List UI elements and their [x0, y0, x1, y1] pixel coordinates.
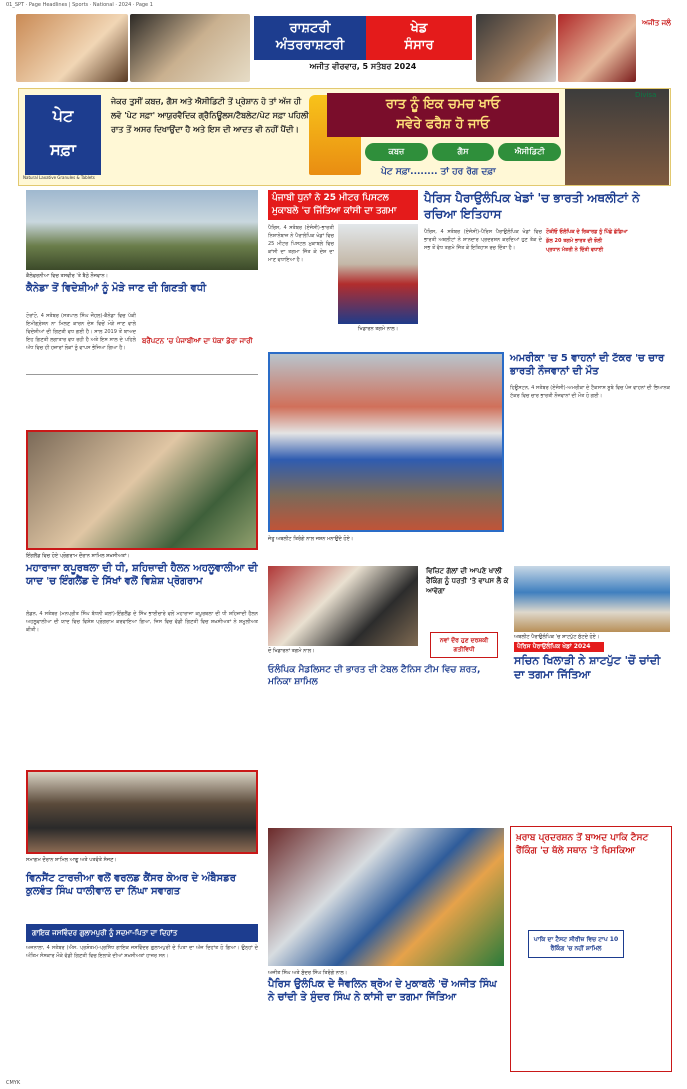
masthead-title-international: ਅੰਤਰਰਾਸ਼ਟਰੀ — [275, 38, 345, 53]
story-h-box: ਪਾਕਿ ਦਾ ਟੈਸਟ ਸੀਰੀਜ਼ ਵਿਚ ਟਾਪ 10 ਰੈਂਕਿੰਗ 'ਚ ਨਹੀਂ ਸ਼ਾਮਿਲ — [528, 930, 624, 958]
ad-logo — [25, 95, 101, 175]
story1-headline: ਕੈਨੇਡਾ ਤੋਂ ਵਿਦੇਸ਼ੀਆਂ ਨੂੰ ਮੋੜੇ ਜਾਣ ਦੀ ਗਿਣਤੀ ਵਧੀ — [26, 283, 207, 294]
story-e-body — [268, 692, 504, 822]
photo-table-tennis — [268, 566, 418, 646]
masthead-date: ਅਜੀਤ ਵੀਰਵਾਰ, 5 ਸਤੰਬਰ 2024 — [309, 62, 417, 71]
ad-slogan-line2: ਸਵੇਰੇ ਫਰੈਸ਼ ਹੋ ਜਾਓ — [396, 117, 490, 132]
story2-headline: ਮਹਾਰਾਜਾ ਕਪੂਰਥਲਾ ਦੀ ਧੀ, ਸ਼ਹਿਜ਼ਾਦੀ ਹੈਲਨ ਅਹਲੂਵਾਲੀਆ ਦੀ ਯਾਦ 'ਚ ਇੰਗਲੈਂਡ ਦੇ ਸਿੱਖਾਂ ਵਲੋਂ ਵਿਸ਼ੇਸ਼ ਪ੍ਰੋਗਰਾਮ — [26, 563, 258, 587]
masthead-photo-left — [16, 14, 128, 82]
story1-body: ਟੋਰਾਂਟੋ, 4 ਸਤੰਬਰ (ਸਤਪਾਲ ਸਿੰਘ ਜੌਹਲ)-ਕੈਨੇਡਾ ਵਿਚ ਪੱਕੀ ਇਮੀਗ੍ਰੇਸ਼ਨ ਨਾ ਮਿਲਣ ਕਾਰਨ ਦੇਸ਼ ਵਿਚੋਂ ਮੋੜੇ ਜਾਣ ਵਾਲੇ ਵਿਦੇਸ਼ੀਆਂ ਦੀ ਗਿਣਤੀ ਵਧ ਗਈ ਹੈ। ਸਾਲ 2019 ਤੋਂ ਬਾਅਦ ਇਹ ਗਿਣਤੀ ਲਗਾਤਾਰ ਵਧ ਰਹੀ ਹੈ ਅਤੇ ਇਸ ਸਾਲ ਦੇ ਪਹਿਲੇ ਅੱਧ ਵਿਚ ਹੀ ਹਜ਼ਾਰਾਂ ਲੋਕਾਂ ਨੂੰ ਵਾਪਸ ਭੇਜਿਆ ਗਿਆ ਹੈ। — [26, 313, 136, 351]
ad-body-text: ਜੇਕਰ ਤੁਸੀਂ ਕਬਜ਼, ਗੈਸ ਅਤੇ ਐਸੀਡਿਟੀ ਤੋਂ ਪ੍ਰੇਸ਼ਾਨ ਹੋ ਤਾਂ ਅੱਜ ਹੀ ਲਵੋ 'ਪੇਟ ਸਫ਼ਾ' ਆਯੁਰਵੈਦਿਕ ਗ੍ਰੈਨਿਊਲਸ/ਟੈਬਲੇਟ/ਪੇਟ ਸਫ਼ਾ ਪਹਿਲੀ ਰਾਤ ਤੋਂ ਅਸਰ ਦਿਖਾਉਂਦਾ ਹੈ ਅਤੇ ਇਸ ਦੀ ਆਦਤ ਵੀ ਨਹੀਂ ਪੈਂਦੀ। — [111, 97, 309, 134]
masthead-photo-right — [476, 14, 556, 82]
photo-javelin — [268, 828, 504, 966]
masthead-title-sports: ਖੇਡ — [410, 21, 428, 36]
photo-england-frame — [26, 430, 258, 550]
story-i-body — [268, 1008, 504, 1072]
ad-logo-subtitle: Natural Laxative Granules & Tablets — [23, 175, 95, 180]
masthead-title-world: ਸੰਸਾਰ — [404, 38, 434, 53]
story3-body: ਅਜਨਾਲਾ, 4 ਸਤੰਬਰ (ਐਸ. ਪ੍ਰਸ਼ੋਤਮ)-ਪ੍ਰਸਿੱਧ ਗਾਇਕ ਜਸਵਿੰਦਰ ਗੁਲਾਮਪੁਰੀ ਦੇ ਪਿਤਾ ਦਾ ਅੱਜ ਦਿਹਾਂਤ ਹੋ ਗਿਆ। ਉਨ੍ਹਾਂ ਦੇ ਅੰਤਿਮ ਸੰਸਕਾਰ ਮੌਕੇ ਵੱਡੀ ਗਿਣਤੀ ਵਿਚ ਇਲਾਕੇ ਦੀਆਂ ਸ਼ਖ਼ਸੀਅਤਾਂ ਹਾਜ਼ਰ ਸਨ। — [26, 945, 258, 959]
ad-brand: Divisa — [635, 91, 657, 99]
masthead-title-national: ਰਾਸ਼ਟਰੀ — [289, 21, 331, 36]
story3-subheadline: ਗਾਇਕ ਜਸਵਿੰਦਰ ਗੁਲਾਮਪੁਰੀ ਨੂੰ ਸਦਮਾ-ਪਿਤਾ ਦਾ ਦਿਹਾਂਤ — [26, 924, 258, 942]
story1-body-col2 — [142, 312, 258, 330]
page-meta-line: 01_SPT · Page Headlines | Sports · National · 2024 · Page 1 — [6, 2, 153, 8]
photo-cancer-care-caption: ਸਮਾਗਮ ਦੌਰਾਨ ਸ਼ਾਮਿਲ ਆਗੂ ਅਤੇ ਪਤਵੰਤੇ ਸੱਜਣ। — [26, 857, 117, 863]
ad-slogan-line1: ਰਾਤ ਨੂੰ ਇਕ ਚਮਚ ਖਾਓ — [385, 97, 501, 112]
ad-pill: ਗੈਸ — [432, 143, 495, 161]
photo-california — [26, 190, 258, 270]
story1-subheadline: ਬਰੈਂਪਟਨ 'ਚ ਪੰਜਾਬੀਆਂ ਦਾ ਪੱਕਾ ਡੇਰਾ ਜਾਰੀ — [142, 337, 253, 345]
story-b-bullet: ਟੋਕੀਓ ਓਲੰਪਿਕ ਦੇ ਰਿਕਾਰਡ ਨੂੰ ਪਿੱਛੇ ਛੱਡਿਆ — [546, 229, 628, 235]
masthead-corner-text: ਅਜੀਤ ਜਲੰ — [642, 19, 671, 27]
ad-tagline: ਪੇਟ ਸਫ਼ਾ........ ਤਾਂ ਹਰ ਰੋਗ ਦਫ਼ਾ — [381, 167, 496, 177]
ad-pill: ਕਬਜ਼ — [365, 143, 428, 161]
story3-headline: ਵਿਨਸੈਂਟ ਟਾਰਜ਼ੀਆ ਵਲੋਂ ਵਰਲਡ ਕੈਂਸਰ ਕੇਅਰ ਦੇ ਅੰਬੈਸਡਰ ਕੁਲਵੰਤ ਸਿੰਘ ਧਾਲੀਵਾਲ ਦਾ ਨਿੱਘਾ ਸਵਾਗਤ — [26, 873, 236, 897]
story-h-headline: ਖ਼ਰਾਬ ਪ੍ਰਦਰਸ਼ਨ ਤੋਂ ਬਾਅਦ ਪਾਕਿ ਟੈਸਟ ਰੈਂਕਿੰਗ 'ਚ ਥੱਲੇ ਸਥਾਨ 'ਤੇ ਖਿਸਕਿਆ — [516, 833, 649, 856]
ad-pill: ਐਸੀਡਿਟੀ — [498, 143, 561, 161]
masthead-title — [254, 16, 472, 60]
story1-divider — [26, 374, 258, 375]
story-g-body — [514, 694, 670, 822]
story-d-body: ਹਿਊਸਟਨ, 4 ਸਤੰਬਰ (ਏਜੰਸੀ)-ਅਮਰੀਕਾ ਦੇ ਟੈਕਸਾਸ ਸੂਬੇ ਵਿਚ ਪੰਜ ਵਾਹਨਾਂ ਦੀ ਭਿਆਨਕ ਟੱਕਰ ਵਿਚ ਚਾਰ ਭਾਰਤੀ ਨੌਜਵਾਨਾਂ ਦੀ ਮੌਤ ਹੋ ਗਈ। — [510, 385, 670, 399]
story-a-body: ਪੈਰਿਸ, 4 ਸਤੰਬਰ (ਏਜੰਸੀ)-ਭਾਰਤੀ ਨਿਸ਼ਾਨੇਬਾਜ਼ ਨੇ ਪੈਰਾਲੰਪਿਕ ਖੇਡਾਂ ਵਿਚ 25 ਮੀਟਰ ਪਿਸਟਲ ਮੁਕਾਬਲੇ ਵਿਚ ਕਾਂਸੀ ਦਾ ਤਗਮਾ ਜਿੱਤ ਕੇ ਦੇਸ਼ ਦਾ ਮਾਣ ਵਧਾਇਆ ਹੈ। — [268, 225, 334, 263]
story-h-body — [516, 870, 666, 930]
masthead-photo-left-2 — [130, 14, 250, 82]
story-i-caption: ਅਜੀਤ ਸਿੰਘ ਅਤੇ ਸੁੰਦਰ ਸਿੰਘ ਤਿਰੰਗੇ ਨਾਲ। — [268, 970, 348, 976]
ad-logo-line2: ਸਫ਼ਾ — [50, 140, 76, 159]
masthead-photo-right-2 — [558, 14, 636, 82]
story-b-body: ਪੈਰਿਸ, 4 ਸਤੰਬਰ (ਏਜੰਸੀ)-ਪੈਰਿਸ ਪੈਰਾਉਲੰਪਿਕ ਖੇਡਾਂ ਵਿਚ ਭਾਰਤੀ ਅਥਲੀਟਾਂ ਨੇ ਸ਼ਾਨਦਾਰ ਪ੍ਰਦਰਸ਼ਨ ਕਰਦਿਆਂ ਹੁਣ ਤੱਕ ਦੇ ਸਭ ਤੋਂ ਵੱਧ ਤਗਮੇ ਜਿੱਤ ਕੇ ਇਤਿਹਾਸ ਰਚ ਦਿੱਤਾ ਹੈ। — [424, 229, 542, 251]
story-a-caption: ਖਿਡਾਰਨ ਤਗਮੇ ਨਾਲ। — [357, 326, 399, 332]
story-a-headline: ਪੰਜਾਬੀ ਧੁਨਾਂ ਨੇ 25 ਮੀਟਰ ਪਿਸਟਲ ਮੁਕਾਬਲੇ 'ਚ ਜਿੱਤਿਆ ਕਾਂਸੀ ਦਾ ਤਗਮਾ — [268, 190, 418, 220]
story-f-headline: ਵਿਜ਼ਿਟ ਗੱਲਾਂ ਦੀ ਆਪਣੇ ਖਾਲੀ ਰੈਂਕਿੰਗ ਨੂੰ ਧਰਤੀ 'ਤੇ ਵਾਪਸ ਲੈ ਕੇ ਆਵੇਗਾ — [426, 567, 509, 595]
story-g-kicker: ਪੈਰਿਸ ਪੈਰਾਉਲੰਪਿਕ ਖੇਡਾਂ 2024 — [514, 642, 604, 652]
story-b-bullet: ਪ੍ਰਧਾਨ ਮੰਤਰੀ ਨੇ ਦਿੱਤੀ ਵਧਾਈ — [546, 247, 604, 253]
story-f-box: ਨਵਾਂ ਦੌਰ ਹੁਣ ਦਰਸ਼ਕੀ ਗਤੀਵਿਧੀ — [430, 632, 498, 658]
story-g-headline: ਸਚਿਨ ਖਿਲਾੜੀ ਨੇ ਸ਼ਾਟਪੁੱਟ 'ਚੋਂ ਚਾਂਦੀ ਦਾ ਤਗਮਾ ਜਿੱਤਿਆ — [514, 654, 661, 681]
story2-body: ਲੰਡਨ, 4 ਸਤੰਬਰ (ਮਨਪ੍ਰੀਤ ਸਿੰਘ ਬੱਧਨੀ ਕਲਾਂ)-ਇੰਗਲੈਂਡ ਦੇ ਸਿੱਖ ਭਾਈਚਾਰੇ ਵਲੋਂ ਮਹਾਰਾਜਾ ਕਪੂਰਥਲਾ ਦੀ ਧੀ ਸ਼ਹਿਜ਼ਾਦੀ ਹੈਲਨ ਅਹਲੂਵਾਲੀਆ ਦੀ ਯਾਦ ਵਿਚ ਵਿਸ਼ੇਸ਼ ਪ੍ਰੋਗਰਾਮ ਕਰਵਾਇਆ ਗਿਆ, ਜਿਸ ਵਿਚ ਵੱਡੀ ਗਿਣਤੀ ਵਿਚ ਸ਼ਖ਼ਸੀਅਤਾਂ ਨੇ ਸ਼ਮੂਲੀਅਤ ਕੀਤੀ। — [26, 611, 258, 633]
masthead — [16, 12, 678, 86]
footer-bar: CMYK — [6, 1080, 21, 1086]
story-b-bullets — [546, 228, 670, 255]
advertisement-pet-safa — [18, 88, 671, 186]
story-e-headline: ਓਲੰਪਿਕ ਮੈਡਲਿਸਟ ਦੀ ਭਾਰਤ ਦੀ ਟੇਬਲ ਟੈਨਿਸ ਟੀਮ ਵਿਚ ਸ਼ਰਤ, ਮਨਿਕਾ ਸ਼ਾਮਿਲ — [268, 665, 481, 687]
story-b-headline: ਪੈਰਿਸ ਪੈਰਾਉਲੰਪਿਕ ਖੇਡਾਂ 'ਚ ਭਾਰਤੀ ਅਥਲੀਟਾਂ ਨੇ ਰਚਿਆ ਇਤਿਹਾਸ — [424, 191, 640, 221]
story-c-caption: ਜੇਤੂ ਅਥਲੀਟ ਤਿਰੰਗੇ ਨਾਲ ਜਸ਼ਨ ਮਨਾਉਂਦੇ ਹੋਏ। — [268, 536, 354, 542]
ad-spokesperson-image — [565, 89, 669, 185]
ad-slogan-band — [327, 93, 559, 137]
story-e-caption: ਦੋ ਖਿਡਾਰਨਾਂ ਤਗਮੇ ਨਾਲ। — [268, 648, 315, 654]
ad-pills — [365, 143, 561, 161]
story-b-bullet: ਕੁੱਲ 20 ਤਗਮੇ ਭਾਰਤ ਦੀ ਝੋਲੀ — [546, 238, 603, 244]
story-g-caption: ਅਥਲੀਟ ਪੈਰਾਉਲੰਪਿਕ 'ਚ ਸ਼ਾਟਪੁੱਟ ਸੁੱਟਦੇ ਹੋਏ। — [514, 634, 600, 640]
story-d-headline: ਅਮਰੀਕਾ 'ਚ 5 ਵਾਹਨਾਂ ਦੀ ਟੱਕਰ 'ਚ ਚਾਰ ਭਾਰਤੀ ਨੌਜਵਾਨਾਂ ਦੀ ਮੌਤ — [510, 353, 665, 377]
photo-shooter — [338, 224, 418, 324]
photo-cancer-care — [26, 770, 258, 854]
photo-shotput — [514, 566, 670, 632]
photo-athletes-flags — [268, 352, 504, 532]
ad-logo-line1: ਪੇਟ — [52, 106, 74, 125]
story-i-headline: ਪੈਰਿਸ ਉਲੰਪਿਕ ਦੇ ਜੈਵਲਿਨ ਥ੍ਰੋਅ ਦੇ ਮੁਕਾਬਲੇ 'ਚੋਂ ਅਜੀਤ ਸਿੰਘ ਨੇ ਚਾਂਦੀ ਤੇ ਸੁੰਦਰ ਸਿੰਘ ਨੇ ਕਾਂਸੀ ਦਾ ਤਗਮਾ ਜਿੱਤਿਆ — [268, 979, 497, 1003]
photo-california-caption: ਕੈਲੇਫਰਨੀਆ ਵਿਚ ਤਸਵੀਰ 'ਤੇ ਬੈਠੇ ਨੌਜਵਾਨ। — [26, 273, 108, 279]
photo-england-caption: ਇੰਗਲੈਂਡ ਵਿਚ ਹੋਏ ਪ੍ਰੋਗਰਾਮ ਦੌਰਾਨ ਸ਼ਾਮਿਲ ਸ਼ਖ਼ਸੀਅਤਾਂ। — [26, 553, 130, 559]
